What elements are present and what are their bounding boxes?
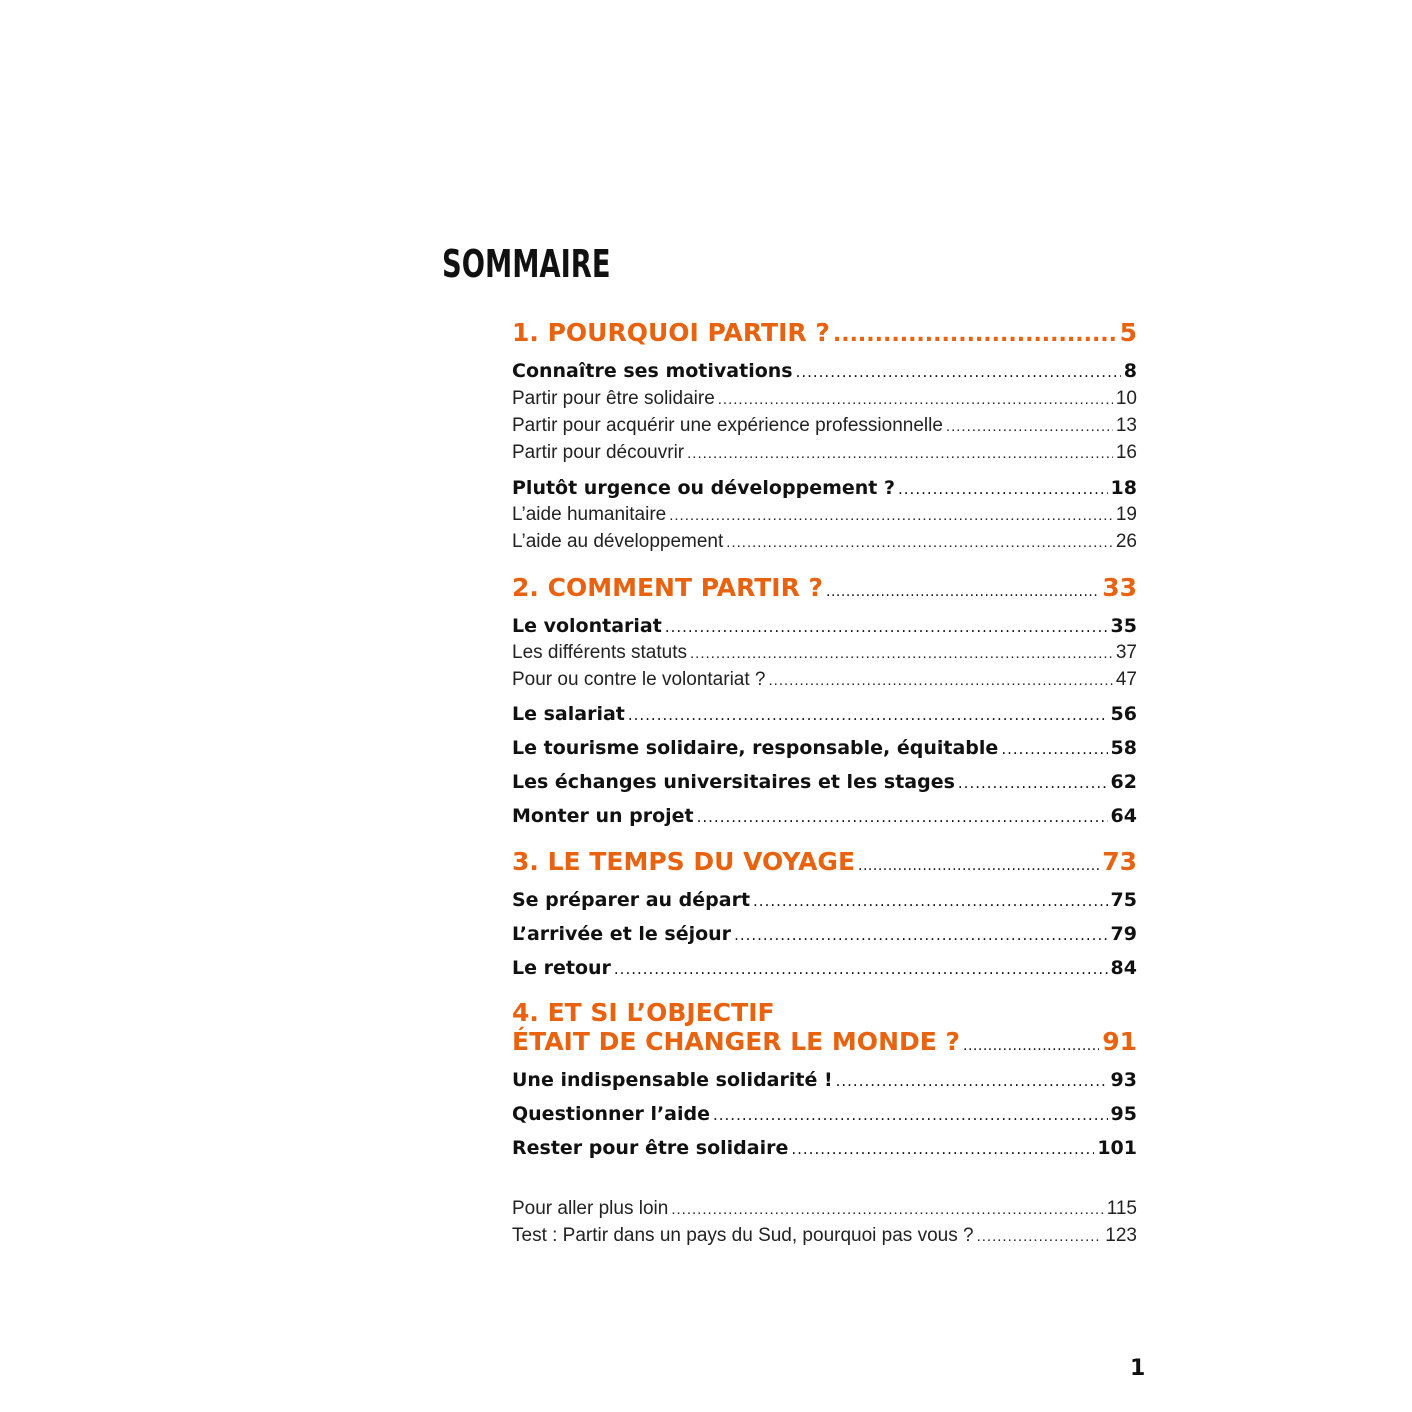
item-title: L’aide humanitaire [512,504,667,525]
section-title: Connaître ses motivations [512,360,793,382]
leader-dots [669,504,1113,528]
section-page: 56 [1110,703,1137,725]
section-page: 64 [1110,805,1137,827]
section-page: 18 [1110,477,1137,499]
toc-section[interactable] [512,1102,1137,1127]
item-page: 13 [1115,415,1137,436]
chapter-title: ÉTAIT DE CHANGER LE MONDE ? [512,1027,961,1056]
toc-section[interactable] [512,956,1137,981]
section-title: Le volontariat [512,615,662,637]
section-title: Se préparer au départ [512,889,751,911]
leader-dots [665,615,1108,639]
leader-dots [791,1137,1094,1161]
chapter-page: 73 [1102,847,1137,876]
chapter-page: 5 [1119,318,1137,347]
toc-item[interactable] [512,530,1137,555]
toc-chapter-2[interactable] [512,573,1137,607]
toc-appendix-item[interactable] [512,1224,1137,1249]
toc-item[interactable] [512,414,1137,439]
item-title: Partir pour acquérir une expérience professionnelle [512,415,943,436]
section-page: 8 [1123,360,1137,382]
toc-item[interactable] [512,441,1137,466]
section-title: Monter un projet [512,805,694,827]
leader-dots [858,851,1099,881]
toc-section[interactable] [512,922,1137,947]
section-page: 58 [1110,737,1137,759]
item-title: Test : Partir dans un pays du Sud, pourquoi pas vous ? [512,1225,974,1246]
chapter-title: 1. POURQUOI PARTIR ? [512,318,830,347]
leader-dots [697,805,1108,829]
leader-dots [734,923,1107,947]
item-title: Pour ou contre le volontariat ? [512,669,766,690]
leader-dots [713,1103,1108,1127]
leader-dots [977,1225,1103,1249]
toc-section[interactable] [512,888,1137,913]
section-page: 95 [1110,1103,1137,1125]
section-page: 84 [1110,957,1137,979]
page-number: 1 [1130,1356,1146,1381]
toc-chapter-4[interactable] [512,1027,1137,1061]
toc-item[interactable] [512,641,1137,666]
item-page: 115 [1106,1198,1137,1219]
item-title: L’aide au développement [512,531,724,552]
leader-dots [671,1198,1103,1222]
toc-section[interactable] [512,770,1137,795]
leader-dots [753,889,1108,913]
item-page: 47 [1115,669,1137,690]
leader-dots [718,388,1113,412]
toc-item[interactable] [512,387,1137,412]
toc-item[interactable] [512,668,1137,693]
toc-chapter-4-line-1[interactable]: 4. ET SI L’OBJECTIF [512,998,775,1027]
leader-dots [1001,737,1107,761]
leader-dots [898,477,1108,501]
page-title: SOMMAIRE [442,242,611,286]
leader-dots [614,957,1108,981]
toc-section[interactable] [512,1068,1137,1093]
leader-dots [690,642,1113,666]
leader-dots [963,1031,1099,1061]
section-title: Le retour [512,957,611,979]
toc-appendix-item[interactable] [512,1197,1137,1222]
toc-section[interactable] [512,1136,1137,1161]
item-page: 19 [1115,504,1137,525]
section-title: Rester pour être solidaire [512,1137,789,1159]
toc-section[interactable] [512,702,1137,727]
toc-section[interactable] [512,804,1137,829]
toc-section[interactable] [512,359,1137,384]
leader-dots [826,577,1099,607]
section-page: 35 [1110,615,1137,637]
section-title: Une indispensable solidarité ! [512,1069,833,1091]
toc-section[interactable] [512,736,1137,761]
item-page: 123 [1105,1225,1137,1246]
section-title: Le salariat [512,703,625,725]
leader-dots [687,442,1113,466]
leader-dots [946,415,1113,439]
section-page: 75 [1110,889,1137,911]
leader-dots [628,703,1108,727]
section-title: Questionner l’aide [512,1103,710,1125]
section-title: Le tourisme solidaire, responsable, équitable [512,737,999,759]
section-page: 93 [1110,1069,1137,1091]
item-title: Les différents statuts [512,642,687,663]
toc-chapter-3[interactable] [512,847,1137,881]
chapter-page: 91 [1102,1027,1137,1056]
chapter-title: 3. LE TEMPS DU VOYAGE [512,847,856,876]
section-title: Plutôt urgence ou développement ? [512,477,896,499]
chapter-page: 33 [1102,573,1137,602]
item-page: 37 [1115,642,1137,663]
section-page: 101 [1097,1137,1137,1159]
item-title: Partir pour être solidaire [512,388,715,409]
toc-item[interactable] [512,503,1137,528]
leader-dots [769,669,1113,693]
leader-dots [836,1069,1108,1093]
section-title: L’arrivée et le séjour [512,923,732,945]
leader-dots [958,771,1108,795]
section-title: Les échanges universitaires et les stages [512,771,955,793]
item-title: Partir pour découvrir [512,442,685,463]
item-page: 16 [1115,442,1137,463]
section-page: 79 [1110,923,1137,945]
toc-section[interactable] [512,614,1137,639]
section-page: 62 [1110,771,1137,793]
leader-dots [833,320,1117,350]
item-page: 10 [1115,388,1137,409]
leader-dots [726,531,1113,555]
toc-chapter-1[interactable] [512,318,1137,350]
item-page: 26 [1115,531,1137,552]
leader-dots [796,360,1121,384]
chapter-title: 2. COMMENT PARTIR ? [512,573,824,602]
toc-section[interactable] [512,476,1137,501]
item-title: Pour aller plus loin [512,1198,669,1219]
